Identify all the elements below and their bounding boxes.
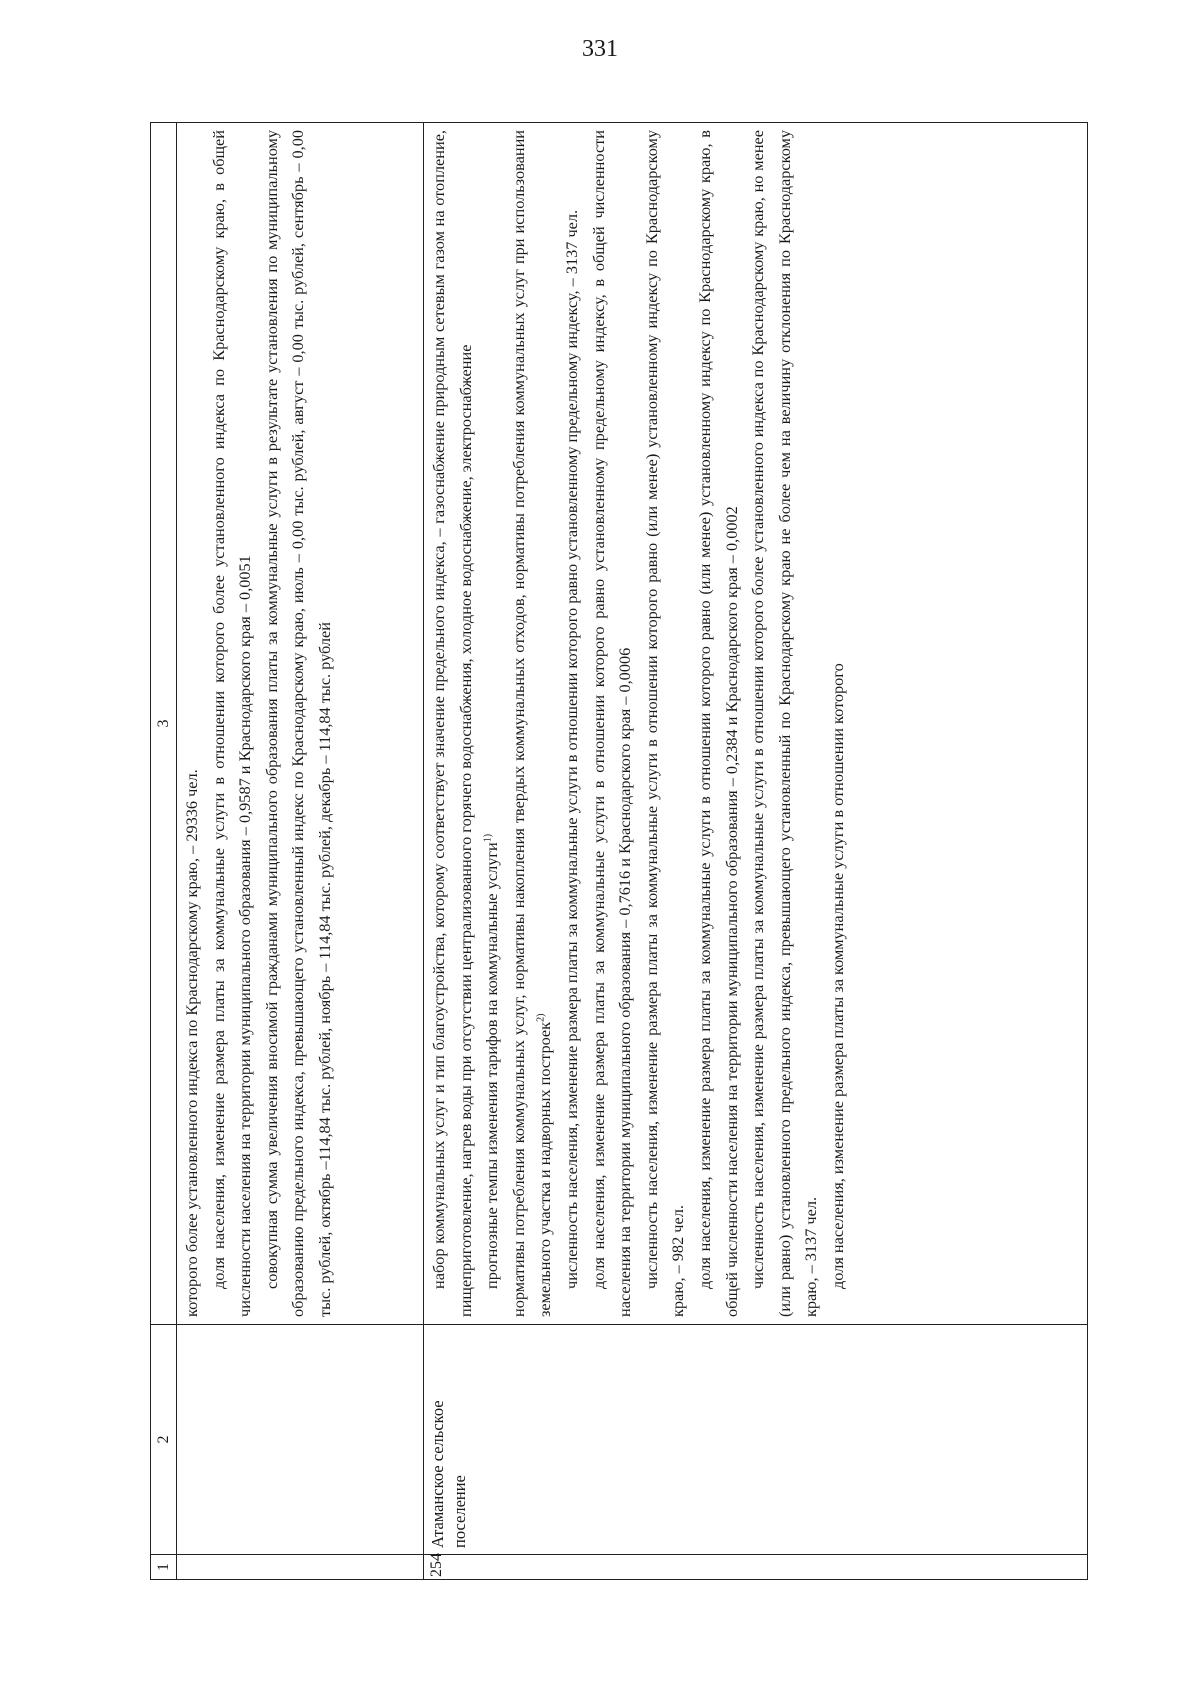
indicator-paragraph: набор коммунальных услуг и тип благоустройства, которому соответствует значение предельного индекса, – газоснабжение природным сетевым газом на отопление, пищеприготовление, нагрев воды при отсутствии централизованного горячего водоснабжения, холодное водоснабжение, электроснабжение	[429, 130, 475, 1317]
column-number-row	[151, 123, 177, 1580]
indicator-paragraph: доля населения, изменение размера платы за коммунальные услуги в отношении которого равно установленному предельному индексу, в общей численности населения на территории муниципального образования – 0,7616 и Краснодарского края – 0,0006	[588, 130, 635, 1317]
indicator-line: которого более установленного индекса по Краснодарскому краю, – 29336 чел.	[182, 769, 201, 1317]
indicators-cell-continued	[177, 123, 424, 1325]
indicator-paragraph: численность населения, изменение размера платы за коммунальные услуги в отношении которого равно (или менее) установленному индексу по Краснодарскому краю, – 982 чел.	[641, 130, 688, 1317]
page-number: 331	[582, 36, 618, 62]
indicator-paragraph	[506, 130, 559, 1317]
table-row-continued	[177, 123, 424, 1580]
col-header-2: 2	[151, 1325, 177, 1555]
indicators-cell	[424, 123, 1088, 1325]
municipality-name: Атаманское сельское поселение	[424, 1325, 1088, 1555]
indicator-text: нормативы потребления коммунальных услуг, нормативы накопления твердых коммунальных отходов, нормативы потребления коммунальных услуг при использовании земельного участка и надворных построек	[508, 130, 555, 1317]
row-number: 254	[424, 1555, 1088, 1580]
col-header-1: 1	[151, 1555, 177, 1580]
indicator-paragraph: доля населения, изменение размера платы за коммунальные услуги в отношении которого	[827, 663, 847, 1289]
footnote-marker: 1)	[482, 833, 494, 843]
indicator-line: совокупная сумма увеличения вносимой гражданами муниципального образования платы за коммунальные услуги в результате установления по муниципальному образованию предельного индекса, превышающего установленный индекс по Краснодарскому краю, июль – 0,00 тыс. рублей, август – 0,00 тыс. рублей, сентябрь – 0,00 тыс. рублей, октябрь –114,84 тыс. рублей, ноябрь – 114,84 тыс. рублей, декабрь – 114,84 тыс. рублей	[261, 130, 334, 1317]
indicator-paragraph: численность населения, изменение размера платы за коммунальные услуги в отношении которого более установленного индекса по Краснодарскому краю, но менее (или равно) установленного предельного индекса, превышающего установленный по Краснодарскому краю не более чем на величину отклонения по Краснодарскому краю, – 3137 чел.	[748, 130, 821, 1317]
rotated-table	[150, 122, 1088, 1580]
row-number-cell	[177, 1555, 424, 1580]
indicator-paragraph	[479, 130, 506, 1317]
indicator-paragraph: доля населения, изменение размера платы за коммунальные услуги в отношении которого равно (или менее) установленному индексу по Краснодарскому краю, в общей численности населения на территории муниципального образования – 0,2384 и Краснодарского края – 0,0002	[694, 130, 741, 1317]
indicator-text: прогнозные темпы изменения тарифов на коммунальные услуги	[482, 842, 502, 1289]
data-table	[150, 122, 1088, 1580]
col-header-3: 3	[151, 123, 177, 1325]
indicator-paragraph: численность населения, изменение размера платы за коммунальные услуги в отношении которого равно установленному предельному индексу, – 3137 чел.	[561, 209, 581, 1289]
table-row-254	[424, 123, 1088, 1580]
municipality-cell	[177, 1325, 424, 1555]
footnote-marker: 2)	[535, 1013, 547, 1022]
indicator-line: доля населения, изменение размера платы за коммунальные услуги в отношении которого более установленного индекса по Краснодарскому краю, в общей численности населения на территории муниципального образования – 0,9587 и Краснодарского края – 0,0051	[208, 130, 255, 1317]
